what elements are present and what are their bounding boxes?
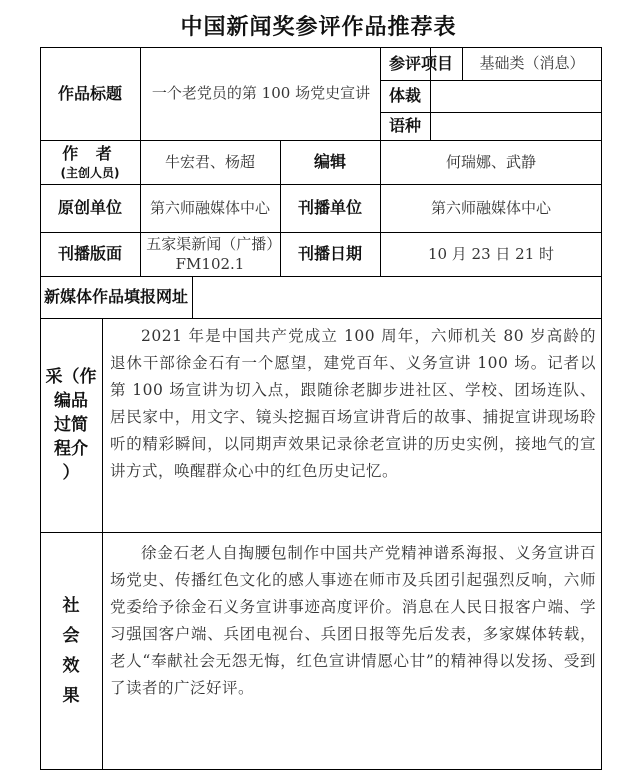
author-value: 牛宏君、杨超 bbox=[164, 152, 255, 171]
publish-unit-value: 第六师融媒体中心 bbox=[430, 198, 551, 217]
language-label: 语种 bbox=[388, 116, 421, 136]
section-label: 刊播版面 bbox=[57, 244, 122, 264]
author-sub-label: (主创人员) bbox=[60, 165, 120, 180]
original-unit-label: 原创单位 bbox=[57, 198, 122, 218]
genre-value bbox=[430, 80, 602, 112]
process-text: 2021 年是中国共产党成立 100 周年，六师机关 80 岁高龄的退休干部徐金石有一个愿望，建党百年、义务宣讲 100 场。记者以第 100 场宣讲为切入点，跟随徐老脚步进社区、学校、团场连队、居民家中，用文字、镜头挖掘百场宣讲背后的故事、捕捉宣讲现场聆听的精彩瞬间，以同期声效果记录徐老宣讲的历史实例，接地气的宣讲方式，唤醒群众心中的红色历史记忆。 bbox=[110, 327, 596, 480]
process-label-line: 采（作 bbox=[45, 367, 97, 387]
process-label-line: 程介 bbox=[54, 439, 88, 459]
author-label-cell bbox=[40, 140, 140, 184]
section-value: 五家渠新闻（广播）FM102.1 bbox=[146, 234, 274, 273]
effect-label-line: 社 bbox=[62, 596, 80, 616]
effect-label bbox=[40, 532, 102, 770]
effect-label-line: 效 bbox=[62, 656, 80, 676]
effect-label-line: 会 bbox=[62, 626, 80, 646]
category-value: 基础类（消息） bbox=[479, 54, 585, 73]
editor-value: 何瑞娜、武静 bbox=[445, 152, 536, 171]
work-title-label: 作品标题 bbox=[57, 83, 122, 103]
editor-label: 编辑 bbox=[313, 152, 346, 172]
publish-unit-label: 刊播单位 bbox=[297, 198, 362, 218]
process-label-line: 过简 bbox=[54, 415, 88, 435]
effect-text: 徐金石老人自掏腰包制作中国共产党精神谱系海报、义务宣讲百场党史、传播红色文化的感人事迹在师市及兵团引起强烈反响，六师党委给予徐金石义务宣讲事迹高度评价。消息在人民日报客户端、学习强国客户端、兵团电视台、兵团日报等先后发表，多家媒体转载，老人“奉献社会无怨无悔，红色宣讲情愿心甘”的精神得以发扬、受到了读者的广泛好评。 bbox=[110, 544, 596, 697]
process-label-line: ） bbox=[62, 463, 80, 483]
genre-label: 体裁 bbox=[388, 86, 421, 106]
col-divider bbox=[102, 318, 103, 770]
date-label: 刊播日期 bbox=[297, 244, 362, 264]
category-label: 参评项目 bbox=[388, 53, 453, 73]
process-label-line: 编品 bbox=[54, 391, 88, 411]
process-label bbox=[40, 318, 102, 532]
newmedia-label: 新媒体作品填报网址 bbox=[44, 287, 189, 306]
effect-label-line: 果 bbox=[62, 686, 80, 706]
row-divider bbox=[40, 318, 602, 319]
work-title-value: 一个老党员的第 100 场党史宣讲 bbox=[151, 83, 371, 102]
language-value bbox=[430, 112, 602, 140]
original-unit-value: 第六师融媒体中心 bbox=[150, 198, 271, 217]
row-divider bbox=[40, 532, 602, 533]
page-title: 中国新闻奖参评作品推荐表 bbox=[180, 14, 457, 40]
newmedia-url-value bbox=[192, 276, 602, 318]
date-value: 10 月 23 日 21 时 bbox=[427, 244, 555, 263]
author-label: 作 者 bbox=[62, 144, 118, 164]
